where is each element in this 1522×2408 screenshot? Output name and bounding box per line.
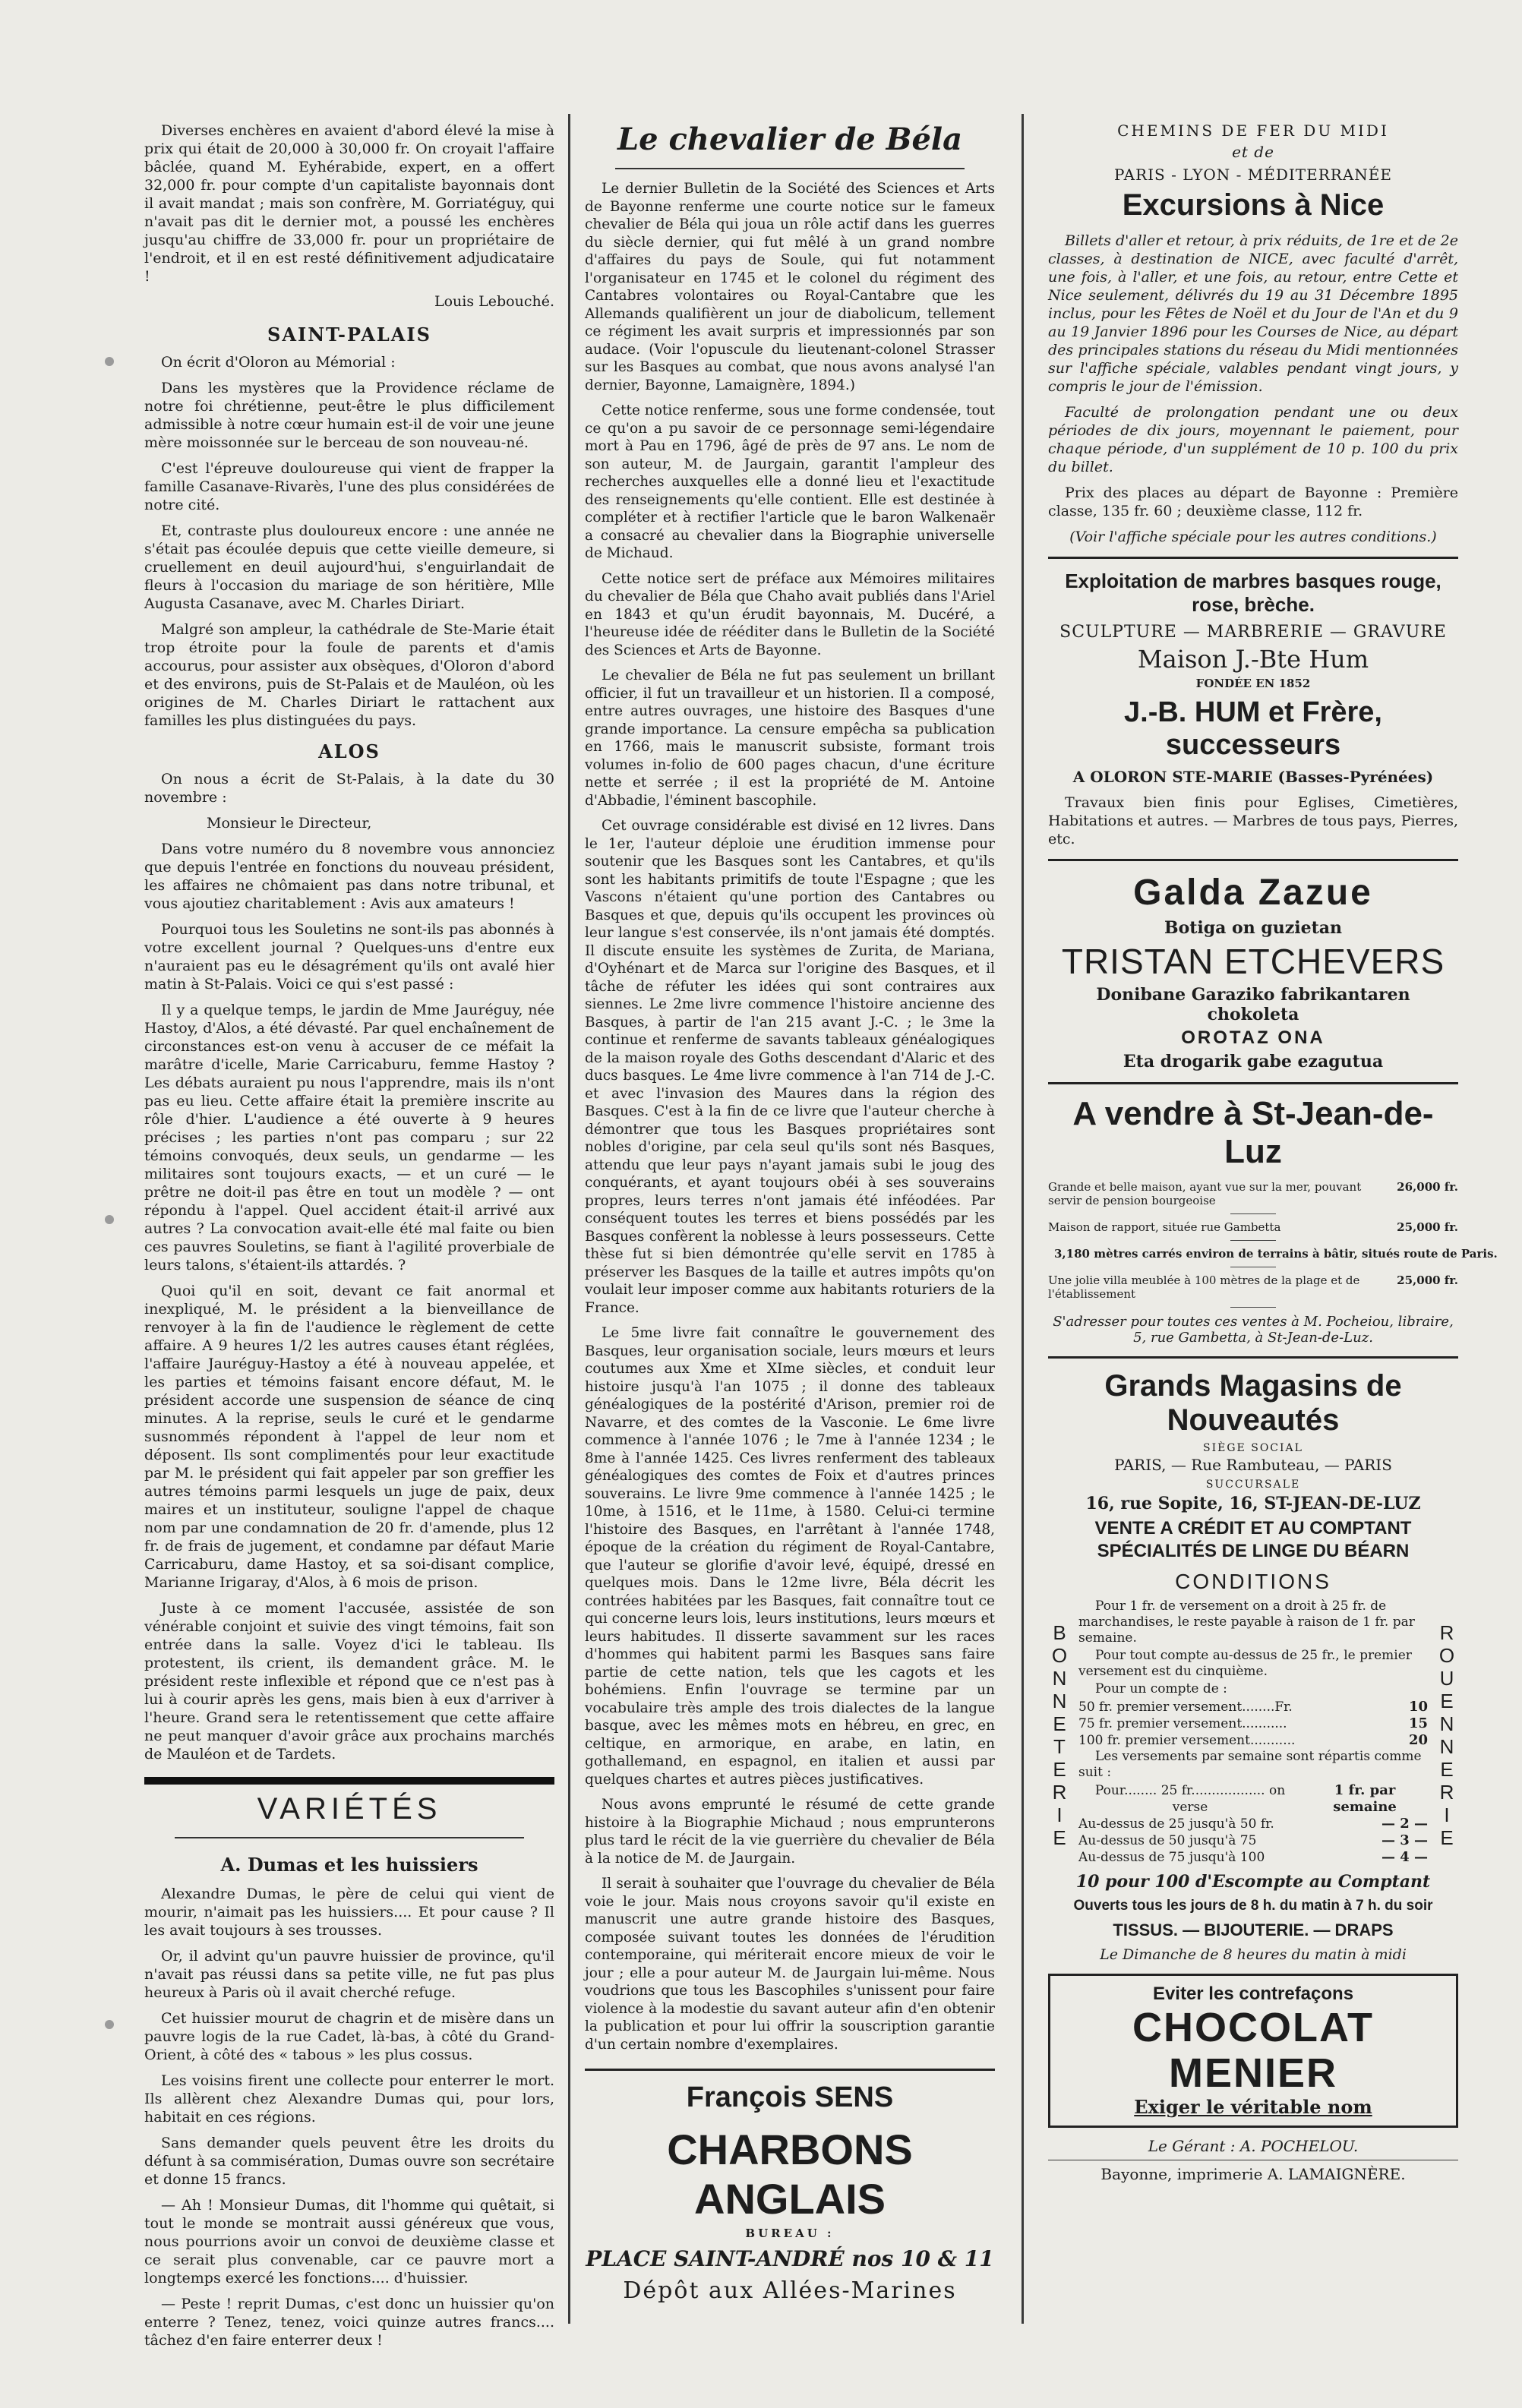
ad-charbons-anglais <box>585 2069 995 2304</box>
row-label: 75 fr. premier versement........... <box>1078 1716 1287 1731</box>
ad-mag-products: TISSUS. — BIJOUTERIE. — DRAPS <box>1113 1920 1394 1939</box>
ad-menier-warning: Eviter les contrefaçons <box>1152 1984 1354 2004</box>
ad-separator <box>1048 557 1458 559</box>
ad-mag-title: Grands Magasins de Nouveautés <box>1104 1369 1402 1437</box>
paragraph: Alexandre Dumas, le père de celui qui vient de mourir, n'aimait pas les huissiers.... Et pour cause ? Il les avait toujours à ses trousses. <box>144 1886 554 1939</box>
listing-desc: Grande et belle maison, ayant vue sur la mer, pouvant servir de pension bourgeoise <box>1048 1180 1362 1207</box>
column-middle <box>585 122 995 2304</box>
rule <box>1230 1213 1276 1214</box>
listing-desc: Maison de rapport, située rue Gambetta <box>1048 1220 1281 1234</box>
paragraph: Faculté de prolongation pendant une ou deux périodes de dix jours, moyennant le paiement, pour chaque période, d'un supplément de 10 p. 100 du prix du billet. <box>1048 404 1458 475</box>
ad-galda-title: Galda Zazue <box>1133 873 1373 913</box>
row-value: 15 <box>1408 1715 1428 1731</box>
listing-row <box>1048 1273 1458 1301</box>
rule <box>1230 1240 1276 1241</box>
row-value: — 3 — <box>1381 1832 1428 1848</box>
ad-separator <box>1048 1356 1458 1359</box>
ad-mag-vente: VENTE A CRÉDIT ET AU COMPTANT <box>1094 1518 1412 1539</box>
ad-mag-succursale: 16, rue Sopite, 16, ST-JEAN-DE-LUZ <box>1085 1494 1421 1513</box>
conditions-row <box>1078 1816 1428 1832</box>
column-right <box>1048 122 1498 2183</box>
ad-marbre-location: A OLORON STE-MARIE (Basses-Pyrénées) <box>1072 768 1434 786</box>
ad-excursions-heading: Excursions à Nice <box>1122 188 1385 222</box>
heavy-rule <box>144 1777 554 1785</box>
section-heading-saint-palais: SAINT-PALAIS <box>267 323 431 346</box>
paragraph: Quoi qu'il en soit, devant ce fait anormal et inexpliqué, M. le président a la bienveillance de renvoyer à la fin de l'audience le règlement de cette affaire. A 9 heures 1/2 les autres causes étant réglées, l'affaire Jauréguy-Hastoy a été à nouveau appelée, et les parties et témoins faisant encore défaut, M. le président accorde une suspension de séance de cinq minutes. A la reprise, seuls le curé et le gendarme susnommés répondent à l'appel de leur nom et déposent. Ils sont complimentés pour leur exactitude par M. le président qui fait appeler par son greffier les autres témoins parmi lesquels un juge de paix, deux maires et un instituteur, souligne l'appel de chaque nom par une condamnation de 20 fr. d'amende, plus 12 fr. de frais de jugement, et condamne par défaut Marie Carricaburu, dame Hastoy, et sa soi-disant complice, Marianne Irigaray, d'Alos, à 6 mois de prison. <box>144 1283 554 1591</box>
conditions-row <box>1078 1782 1428 1816</box>
paragraph: Cet ouvrage considérable est divisé en 12 livres. Dans le 1er, l'auteur déploie une érudition immense pour soutenir que les Basques sont les Cantabres, et qu'ils sont les habitants primitifs de toute l'Espagne ; que les Vascons n'étaient qu'une portion des Cantabres ou Basques et que, depuis qu'ils occupent les provinces où leur langue s'est conservée, ils n'ont jamais été domptés. Il discute ensuite les systèmes de Zurita, de Mariana, d'Oyhénart et de Marca sur l'origine des Basques, et il tâche de réfuter les idées qui sont contraires aux siennes. Le 2me livre commence l'histoire ancienne des Basques, à partir de l'an 215 avant J.-C. ; le 3me la continue et renferme de savants tableaux généalogiques de la maison royale des Goths descendant d'Alaric et des ducs basques. Le 4me livre commence à l'an 714 de J.-C. et avec l'invasion des Maures dans la région des Basques. C'est à la fin de ce livre que l'auteur cherche à démontrer que tous les Basques propriétaires sont nobles d'origine, par cela seul qu'ils sont nés Basques, attendu que leur pays n'ayant jamais subi le joug des conquérants, et ayant toujours obéi à ses souverains propres, leurs terres n'ont jamais été inféodées. Par conséquent toutes les terres et biens possédés par les Basques confèrent la noblesse à leurs possesseurs. Cette thèse fut si bien démontrée qu'elle servit en 1785 à préserver les Basques de la taille et autres impôts qu'on voulait leur imposer comme aux habitants roturiers de la France. <box>585 818 995 1316</box>
column-separator <box>1022 114 1024 2324</box>
conditions-row <box>1078 1832 1428 1849</box>
article-title-dumas: A. Dumas et les huissiers <box>220 1854 478 1876</box>
paragraph: — Ah ! Monsieur Dumas, dit l'homme qui quêtait, si tout le monde se montrait aussi généreux que vous, nous pourrions avoir un convoi de deuxième classe et ce serait plus convenable, car ce pauvre mort a longtemps exercé les fonctions.... d'huissier. <box>144 2197 554 2286</box>
row-value: — 2 — <box>1381 1816 1428 1832</box>
row-label: Au-dessus de 75 jusqu'à 100 <box>1078 1850 1265 1865</box>
rule <box>615 168 965 169</box>
paragraph: Diverses enchères en avaient d'abord élevé la mise à prix qui était de 20,000 à 30,000 fr. On croyait l'affaire bâclée, quand M. Eyhérabide, expert, en a offert 32,000 fr. pour compte d'un capitaliste bayonnais dont il avait mandat ; mais son confrère, M. Gorriatéguy, qui n'avait pas dit le dernier mot, a poussé les enchères jusqu'au chiffre de 33,000 fr. pour un propriétaire de l'endroit, et il en est resté définitivement adjudicataire ! <box>144 122 554 285</box>
listing-desc: 3,180 mètres carrés environ de terrains à bâtir, situés route de Paris. <box>1054 1247 1498 1261</box>
paragraph: Les versements par semaine sont répartis comme suit : <box>1078 1749 1422 1780</box>
conditions-row <box>1078 1732 1428 1749</box>
section-heading-alos: ALOS <box>318 740 380 762</box>
row-label: Au-dessus de 50 jusqu'à 75 <box>1078 1833 1257 1848</box>
ad-menier-chocolat: CHOCOLAT <box>1132 2005 1374 2050</box>
row-value: 20 <box>1408 1732 1428 1748</box>
ad-mag-siege-label: SIÈGE SOCIAL <box>1203 1442 1303 1454</box>
ad-mag-siege: PARIS, — Rue Rambuteau, — PARIS <box>1114 1456 1392 1474</box>
salutation: Monsieur le Directeur, <box>207 815 372 832</box>
paragraph: Juste à ce moment l'accusée, assistée de son vénérable conjoint et suivie des vingt témoins, fait son entrée dans la salle. Voyez d'ici le tableau. Ils protestent, ils crient, ils demandent grâce. M. le président reste inflexible et répond que ce n'est pas à lui à courir après les gens, mais bien à eux d'arriver à l'heure. Grand sera le retentissement que cette affaire ne peut manquer d'avoir grâce aux prochains marchés de Mauléon et de Tardets. <box>144 1600 554 1763</box>
paragraph: Cette notice renferme, sous une forme condensée, tout ce qu'on a pu savoir de ce personnage semi-légendaire mort à Pau en 1796, âgé de près de 97 ans. Le nom de son auteur, M. de Jaurgain, garantit l'ampleur des recherches auxquelles elle a donné lieu et l'exactitude des renseignements qu'elle contient. Elle est destinée à compléter et à rectifier l'article que le baron Walkenaër a consacré au chevalier dans la Biographie universelle de Michaud. <box>585 402 995 561</box>
ad-railway-line3: PARIS - LYON - MÉDITERRANÉE <box>1114 166 1392 184</box>
ad-menier-exiger: Exiger le véritable nom <box>1134 2096 1372 2118</box>
punch-hole-icon <box>105 357 114 366</box>
ad-sens-bureau: BUREAU : <box>745 2227 835 2240</box>
row-label: 100 fr. premier versement........... <box>1078 1733 1296 1748</box>
ad-sens-product: CHARBONS ANGLAIS <box>667 2126 913 2223</box>
ad-marbre-successors: J.-B. HUM et Frère, successeurs <box>1124 696 1382 761</box>
listing-row <box>1048 1220 1458 1234</box>
ad-mag-hours: Ouverts tous les jours de 8 h. du matin à 7 h. du soir <box>1073 1898 1433 1914</box>
conditions-row <box>1078 1715 1428 1732</box>
row-value: 1 fr. par semaine <box>1333 1782 1397 1815</box>
ad-galda-name: TRISTAN ETCHEVERS <box>1061 942 1445 981</box>
ad-marbre-title: Exploitation de marbres basques rouge, rose, brèche. <box>1065 570 1441 616</box>
paragraph: Le 5me livre fait connaître le gouvernement des Basques, leur organisation sociale, leurs mœurs et leurs coutumes aux Xme et XIme siècles, et conduit leur histoire jusqu'à l'an 1075 ; il donne des tableaux généalogiques de la postérité d'Arison, premier roi de Navarre, et des comtes de la Vasconie. Le 6me livre commence à l'année 1076 ; le 7me à l'année 1234 ; le 8me à l'année 1425. Ces livres renferment des tableaux généalogiques des comtes de Foix et d'autres princes souverains. Le livre 9me commence à l'année 1425 ; le 10me, à 1516, et le 11me, à 1580. Celui-ci termine l'histoire des Basques, en l'arrêtant à l'année 1748, époque de la création du régiment de Royal-Cantabre, que l'auteur se glorifie d'avoir levé, équipé, dressé en quelques mois. Dans le 12me livre, Béla décrit les contrées habitées par les Basques, fait connaître tout ce qui concerne leurs lois, leurs institutions, leurs mœurs et leurs habitudes. Il disserte savamment sur les races d'hommes qui habitent parmi les Basques sans faire partie de cette nation, tels que les cagots et les bohémiens. Enfin l'ouvrage se termine par un vocabulaire très ample des trois dialectes de la langue basque, avec les mêmes mots en hébreu, en grec, en celtique, en armorique, en arabe, en latin, en gothallemand, en espagnol, en italien et aussi par quelques chartes et autres pièces justificatives. <box>585 1325 995 1788</box>
paragraph: On écrit d'Oloron au Mémorial : <box>161 354 396 371</box>
ad-a-vendre <box>1048 1095 1498 1346</box>
ad-marbre-founded: FONDÉE EN 1852 <box>1195 677 1311 690</box>
ad-sens-depot: Dépôt aux Allées-Marines <box>623 2277 957 2304</box>
ad-galda-line1: Botiga on guzietan <box>1164 918 1343 938</box>
rule <box>175 1837 524 1838</box>
paragraph: Le chevalier de Béla ne fut pas seulement un brillant officier, il fut un travailleur et un historien. Il a composé, entre autres ouvrages, une histoire des Basques d'une grande importance. La censure empêcha sa publication en 1766, mais le manuscrit subsiste, formant trois volumes in-folio de 600 pages chacun, d'une écriture nette et serrée ; il est la propriété de M. Antoine d'Abbadie, l'éminent bascophile. <box>585 667 995 809</box>
ad-galda-zazue <box>1048 872 1458 1071</box>
row-label: 50 fr. premier versement........Fr. <box>1078 1699 1293 1715</box>
listing-price: 26,000 fr. <box>1397 1180 1458 1194</box>
paragraph: Et, contraste plus douloureux encore : une année ne s'était pas écoulée depuis que cette vieille demeure, si cruellement en deuil aujourd'hui, s'enguirlandait de fleurs à l'occasion du mariage de son héritière, Mlle Augusta Casanave, avec M. Charles Diriart. <box>144 522 554 612</box>
ad-marbres <box>1048 570 1458 848</box>
paragraph: Malgré son ampleur, la cathédrale de Ste-Marie était trop étroite pour la foule de parents et d'amis accourus, pour assister aux obsèques, d'Oloron d'abord et des environs, puis de St-Palais et de Mauléon, où les origines de M. Charles Diriart le rattachent aux familles les plus distinguées du pays. <box>144 621 554 729</box>
row-label: Pour........ 25 fr.................. on verse <box>1094 1783 1286 1815</box>
paragraph: Or, il advint qu'un pauvre huissier de province, qu'il n'avait pas réussi dans sa petite ville, ne fut pas plus heureux à Paris où il avait cherché refuge. <box>144 1948 554 2001</box>
listing-desc: Une jolie villa meublée à 100 mètres de la plage et de l'établissement <box>1048 1273 1360 1301</box>
paragraph: Cette notice sert de préface aux Mémoires militaires du chevalier de Béla que Chaho avait publiés dans l'Ariel en 1843 et qu'un érudit bayonnais, M. Ducéré, a l'heureuse idée de rééditer dans le Bulletin de la Société des Sciences et Arts de Bayonne. <box>585 570 995 658</box>
article-body <box>585 180 995 2053</box>
ad-mag-succursale-label: SUCCURSALE <box>1205 1479 1301 1491</box>
ad-mag-conditions: CONDITIONS <box>1175 1570 1331 1593</box>
ad-separator <box>1048 1082 1458 1084</box>
paragraph: Il y a quelque temps, le jardin de Mme Jauréguy, née Hastoy, d'Alos, a été dévasté. Par quel enchaînement de circonstances est-on venu à accuser de ce méfait la marâtre d'icelle, Marie Carricaburu, femme Hastoy ? Les débats auraient pu nous l'apprendre, mais ils n'ont pas eu lieu. Cette affaire était la première inscrite au rôle d'hier. L'audience a été ouverte à 9 heures précises ; les parties n'ont pas comparu ; sur 22 témoins convoqués, deux seuls, un gendarme — les militaires sont toujours exacts, — et un curé — le prêtre ne doit-il pas être en tout un modèle ? — ont répondu à l'appel. Quel accident était-il arrivé aux autres ? La convocation avait-elle été mal faite ou bien ces pauvres Souletins, se fiant à l'agilité proverbiale de leurs talons, s'étaient-ils attardés. ? <box>144 1002 554 1273</box>
column-left <box>144 122 554 2357</box>
paragraph: (Voir l'affiche spéciale pour les autres conditions.) <box>1069 529 1437 545</box>
ad-galda-line2: Donibane Garaziko fabrikantaren chokoleta <box>1096 985 1410 1024</box>
article-title-chevalier: Le chevalier de Béla <box>617 122 963 157</box>
section-heading-varietes: VARIÉTÉS <box>257 1792 442 1826</box>
ad-menier-brand: MENIER <box>1168 2050 1337 2096</box>
ad-mag-sunday: Le Dimanche de 8 heures du matin à midi <box>1100 1946 1407 1963</box>
ad-marbre-maison: Maison J.-Bte Hum <box>1137 645 1369 674</box>
paragraph: Pourquoi tous les Souletins ne sont-ils pas abonnés à votre excellent journal ? Quelques-uns d'entre eux n'auraient pas eu le désagrément qu'ils ont avalé hier matin à St-Palais. Voici ce qui s'est passé : <box>144 921 554 993</box>
listing-row <box>1048 1180 1458 1207</box>
ad-excursions-nice <box>1048 122 1458 546</box>
vertical-label-bonneterie: B O N N E T E R I E <box>1051 1621 1068 1849</box>
ad-separator <box>1048 859 1458 861</box>
imprint-line: Bayonne, imprimerie A. LAMAIGNÈRE. <box>1048 2160 1458 2183</box>
row-label: Au-dessus de 25 jusqu'à 50 fr. <box>1078 1816 1274 1832</box>
listing-price: 25,000 fr. <box>1397 1273 1458 1287</box>
paragraph: Travaux bien finis pour Eglises, Cimetières, Habitations et autres. — Marbres de tous pays, Pierres, etc. <box>1048 794 1458 847</box>
paragraph: Dans votre numéro du 8 novembre vous annonciez que depuis l'entrée en fonctions du nouveau président, les affaires ne chômaient pas dans notre tribunal, et vous ajoutiez charitablement : Avis aux amateurs ! <box>144 841 554 912</box>
punch-hole-icon <box>105 1215 114 1224</box>
paragraph: Billets d'aller et retour, à prix réduits, de 1re et de 2e classes, à destination de NICE, avec faculté d'arrêt, une fois, à l'aller, et une fois, au retour, entre Cette et Nice seulement, délivrés du 19 au 31 Décembre 1895 inclus, pour les Fêtes de Noël et du Jour de l'An et du 9 au 19 Janvier 1896 pour les Courses de Nice, au départ des principales stations du réseau du Midi mentionnées sur l'affiche spéciale, valables pendant vingt jours, y compris le jour de l'émission. <box>1048 232 1458 395</box>
ad-vendre-title: A vendre à St-Jean-de-Luz <box>1072 1095 1434 1170</box>
conditions-box <box>1048 1598 1458 1866</box>
column-separator <box>568 114 570 2324</box>
paragraph: Sans demander quels peuvent être les droits du défunt à sa commisération, Dumas ouvre son secrétaire et donne 15 francs. <box>144 2135 554 2188</box>
paragraph: Cet huissier mourut de chagrin et de misère dans un pauvre logis de la rue Cadet, là-bas, à côté du Grand-Orient, à côté des « tabous » les plus cossus. <box>144 2010 554 2063</box>
ad-mag-escompte: 10 pour 100 d'Escompte au Comptant <box>1075 1872 1431 1892</box>
ad-sens-address: PLACE SAINT-ANDRÉ nos 10 & 11 <box>586 2246 994 2271</box>
conditions-row <box>1078 1699 1428 1715</box>
row-value: — 4 — <box>1381 1849 1428 1865</box>
ad-grands-magasins <box>1048 1369 1458 1963</box>
listing-row <box>1048 1247 1498 1261</box>
listing-price: 25,000 fr. <box>1397 1220 1458 1234</box>
punch-hole-icon <box>105 2020 114 2029</box>
paragraph: Pour 1 fr. de versement on a droit à 25 fr. de marchandises, le reste payable à raison de 1 fr. par semaine. <box>1078 1598 1415 1646</box>
row-value: 10 <box>1408 1699 1428 1715</box>
paragraph: Pour tout compte au-dessus de 25 fr., le premier versement est du cinquième. <box>1078 1648 1412 1679</box>
ad-railway-line2: et de <box>1232 143 1274 161</box>
paragraph: Pour un compte de : <box>1095 1681 1227 1696</box>
paragraph: Nous avons emprunté le résumé de cette grande histoire à la Biographie Michaud ; nous emprunterons plus tard le récit de la vie guerrière du chevalier de Béla à la notice de M. de Jaurgain. <box>585 1797 995 1867</box>
paragraph: — Peste ! reprit Dumas, c'est donc un huissier qu'on enterre ? Tenez, tenez, voici quinze autres francs.... tâchez d'en faire enterrer deux ! <box>144 2296 554 2349</box>
ad-vendre-contact: S'adresser pour toutes ces ventes à M. Pocheiou, libraire, 5, rue Gambetta, à St-Jean-de-Luz. <box>1053 1314 1454 1346</box>
signature: Louis Lebouché. <box>434 293 554 310</box>
ad-sens-name: François SENS <box>686 2081 894 2113</box>
paragraph: Il serait à souhaiter que l'ouvrage du chevalier de Béla voie le jour. Mais nous croyons savoir qu'il existe en manuscrit une autre grande histoire des Basques, composée suivant toutes les données de l'érudition contemporaine, qui mériterait encore mieux de voir le jour ; elle a pour auteur M. de Jaurgain lui-même. Nous voudrions que tous les Bascophiles s'unissent pour faire violence à la modestie du savant auteur afin d'en obtenir la publication et pour lui offrir la souscription garantie d'un certain nombre d'exemplaires. <box>585 1876 995 2053</box>
paragraph: On nous a écrit de St-Palais, à la date du 30 novembre : <box>144 771 554 806</box>
ad-galda-line4: Eta drogarik gabe ezagutua <box>1123 1052 1384 1071</box>
conditions-row <box>1078 1849 1428 1866</box>
paragraph: Dans les mystères que la Providence réclame de notre foi chrétienne, peut-être le plus difficilement admissible à notre cœur humain est-il de voir une jeune mère moissonnée sur le berceau de son nouveau-né. <box>144 380 554 451</box>
paragraph: Le dernier Bulletin de la Société des Sciences et Arts de Bayonne renferme une courte notice sur le fameux chevalier de Béla qui joua un rôle actif dans les guerres du siècle dernier, qui fut mêlé à un grand nombre d'affaires du pays de Soule, qui fut notamment l'organisateur en 1745 et le colonel du régiment des Cantabres volontaires ou Royal-Cantabre que les Allemands qualifièrent un jour de diabolicum, tellement ce régiment les avait surpris et impressionnés par son audace. (Voir l'opuscule du lieutenant-colonel Strasser sur les Basques au combat, que nous avons analysé l'an dernier, Bayonne, Lamaignère, 1894.) <box>585 181 995 393</box>
gerant-line: Le Gérant : A. POCHELOU. <box>1148 2137 1359 2155</box>
ad-chocolat-menier <box>1048 1974 1458 2128</box>
ad-mag-specialites: SPÉCIALITÉS DE LINGE DU BÉARN <box>1097 1541 1410 1561</box>
ad-marbre-trades: SCULPTURE — MARBRERIE — GRAVURE <box>1059 623 1447 642</box>
vertical-label-rouennerie: R O U E N N E R I E <box>1438 1621 1455 1849</box>
paragraph: Prix des places au départ de Bayonne : Première classe, 135 fr. 60 ; deuxième classe, 112 fr. <box>1048 484 1458 519</box>
paragraph: Les voisins firent une collecte pour enterrer le mort. Ils allèrent chez Alexandre Dumas qui, pour lors, habitait en ces régions. <box>144 2072 554 2126</box>
ad-railway-line1: CHEMINS DE FER DU MIDI <box>1117 122 1389 140</box>
ad-galda-line3: OROTAZ ONA <box>1181 1027 1325 1048</box>
paragraph: C'est l'épreuve douloureuse qui vient de frapper la famille Casanave-Rivarès, l'une des plus considérées de notre cité. <box>144 460 554 513</box>
rule <box>1230 1307 1276 1308</box>
